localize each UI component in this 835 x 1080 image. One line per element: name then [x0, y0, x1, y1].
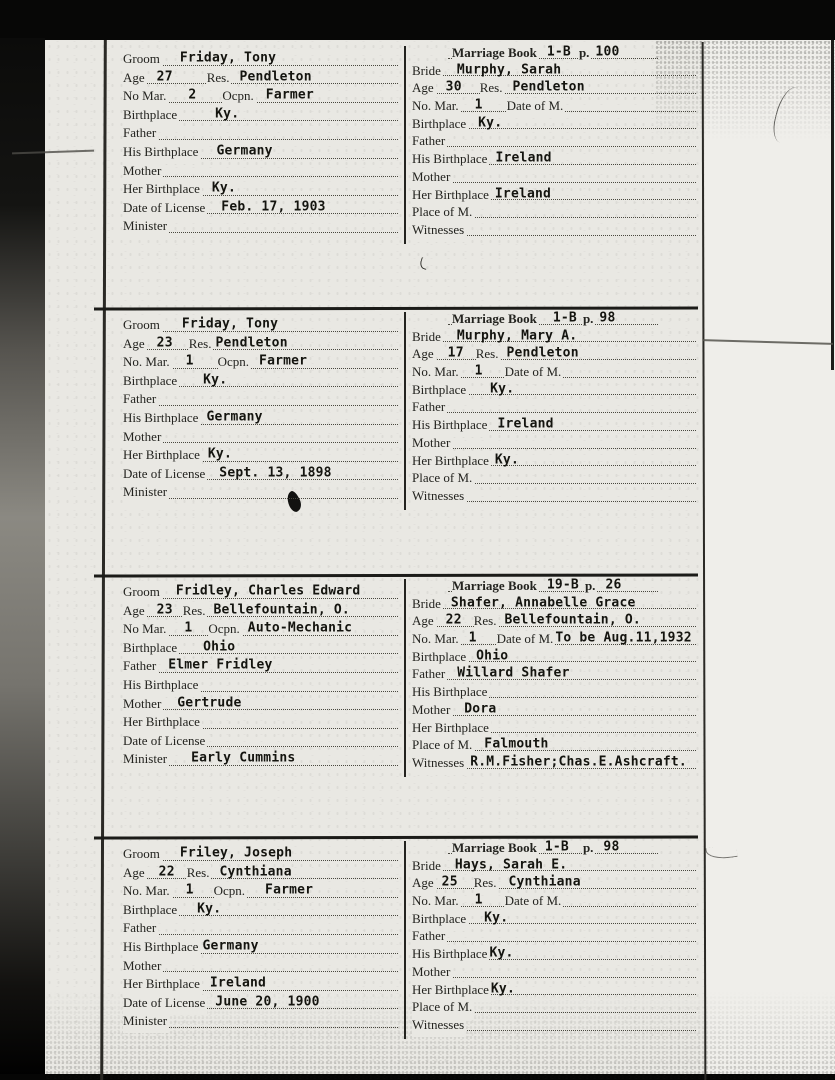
field-value: Germany — [206, 409, 263, 425]
form-row — [123, 657, 400, 676]
form-row — [123, 446, 400, 465]
form-row — [412, 97, 698, 115]
record-card — [123, 577, 698, 779]
field-label: Witnesses — [412, 222, 466, 242]
form-row — [123, 316, 400, 335]
form-row — [412, 221, 698, 239]
field-value: 1-B — [544, 839, 569, 855]
field-label: Her Birthplace — [412, 187, 491, 207]
field-label: His Birthplace — [412, 151, 489, 171]
field-label: Witnesses — [412, 488, 466, 508]
field-value: Ohio — [203, 639, 236, 655]
field-label: Father — [412, 666, 447, 686]
record-card — [123, 44, 698, 246]
field-value: 27 — [156, 69, 173, 85]
form-row — [123, 390, 400, 409]
field-value: Bellefountain, O. — [504, 612, 641, 628]
field-label: Birthplace — [412, 116, 468, 136]
field-value: Falmouth — [484, 736, 549, 752]
form-row — [412, 79, 698, 97]
field-value: 26 — [605, 577, 622, 593]
field-label: Birthplace — [412, 649, 468, 669]
field-label: Age — [412, 346, 436, 366]
field-label: Groom — [123, 584, 162, 604]
field-value: Ky. — [211, 180, 236, 196]
field-value: 19-B — [546, 577, 579, 593]
field-value: 22 — [445, 612, 462, 628]
field-value: Farmer — [265, 87, 314, 103]
field-value: Sept. 13, 1898 — [219, 465, 332, 481]
form-row — [123, 180, 400, 199]
field-label: Mother — [412, 702, 452, 722]
field-label: His Birthplace — [412, 684, 489, 704]
field-label: Marriage Book — [452, 311, 539, 331]
field-label: Birthplace — [412, 911, 468, 931]
field-label: p. — [579, 45, 591, 65]
field-value: 1 — [185, 882, 194, 898]
field-value: 30 — [445, 79, 462, 95]
field-value: Cynthiana — [508, 874, 581, 890]
field-value: To be Aug.11,1932 — [555, 630, 692, 646]
field-label: Mother — [123, 163, 163, 183]
field-label: Her Birthplace — [123, 714, 202, 734]
form-row — [123, 409, 400, 428]
dotted-leader — [412, 941, 696, 942]
field-label: Her Birthplace — [412, 982, 491, 1002]
bride-column — [412, 577, 698, 772]
field-label: Her Birthplace — [412, 453, 491, 473]
field-label: Mother — [412, 169, 452, 189]
field-label: Birthplace — [123, 107, 179, 127]
column-divider-line — [404, 312, 406, 510]
field-label: Age — [412, 80, 436, 100]
field-label: Groom — [123, 846, 162, 866]
field-value: Ky. — [494, 452, 519, 467]
field-label: Res. — [207, 70, 232, 90]
form-row — [123, 975, 400, 994]
form-row — [123, 864, 400, 883]
form-row — [412, 452, 698, 470]
field-value: Shafer, Annabelle Grace — [450, 595, 636, 611]
field-label: His Birthplace — [123, 144, 200, 164]
field-label: Witnesses — [412, 1017, 466, 1037]
field-value: Ky. — [490, 381, 515, 397]
field-label: Father — [412, 133, 447, 153]
field-value: Pendleton — [239, 69, 312, 85]
field-value: Feb. 17, 1903 — [221, 199, 326, 215]
field-value: Pendleton — [506, 345, 579, 361]
field-label: Age — [412, 875, 436, 895]
field-label: Date of License — [123, 995, 207, 1015]
field-value: Ky. — [207, 446, 232, 462]
field-label: Ocpn. — [214, 883, 247, 903]
field-label: Mother — [123, 429, 163, 449]
field-label: No. Mar. — [412, 364, 461, 384]
field-label: Minister — [123, 484, 169, 504]
field-label: Date of License — [123, 200, 207, 220]
dotted-leader — [412, 182, 696, 183]
field-label: Res. — [476, 346, 501, 366]
field-label: Father — [123, 125, 158, 145]
dotted-leader — [123, 442, 398, 443]
field-label: Age — [123, 336, 147, 356]
form-row — [123, 602, 400, 621]
field-label: Mother — [123, 958, 163, 978]
field-label: p. — [583, 840, 595, 860]
groom-column — [123, 50, 400, 236]
form-row — [412, 487, 698, 505]
dotted-leader — [123, 176, 398, 177]
form-row — [412, 150, 698, 168]
field-label: Date of M. — [505, 893, 564, 913]
field-label: No. Mar. — [412, 631, 461, 651]
field-label: p. — [583, 311, 595, 331]
field-label: Marriage Book — [452, 578, 539, 598]
field-label: Mother — [412, 964, 452, 984]
field-label: Ocpn. — [218, 354, 251, 374]
dotted-leader — [123, 139, 398, 140]
field-label: No. Mar. — [123, 883, 172, 903]
form-row — [123, 199, 400, 218]
groom-column — [123, 583, 400, 769]
bride-column — [412, 44, 698, 239]
field-value: Friday, Tony — [179, 50, 277, 66]
field-value: Ky. — [203, 372, 228, 388]
field-label: Birthplace — [412, 382, 468, 402]
column-divider-line — [404, 46, 406, 244]
field-label: Place of M. — [412, 999, 474, 1019]
form-row — [123, 713, 400, 732]
field-value: Auto-Mechanic — [247, 620, 353, 636]
form-row — [412, 203, 698, 221]
dotted-leader — [412, 977, 696, 978]
field-label: Date of M. — [505, 364, 564, 384]
column-divider-line — [404, 579, 406, 777]
form-row — [123, 676, 400, 695]
field-value: Ireland — [497, 416, 554, 432]
field-label: Res. — [189, 336, 214, 356]
field-value: 98 — [603, 839, 620, 855]
form-row — [123, 124, 400, 143]
dotted-leader — [412, 146, 696, 147]
field-value: 1-B — [546, 44, 571, 60]
form-row — [412, 683, 698, 701]
form-row — [412, 857, 698, 875]
field-value: June 20, 1900 — [215, 994, 320, 1010]
field-value: R.M.Fisher;Chas.E.Ashcraft. — [470, 754, 687, 770]
field-value: Farmer — [265, 882, 314, 898]
field-label: Minister — [123, 751, 169, 771]
field-value: Farmer — [259, 353, 308, 369]
form-row — [123, 217, 400, 236]
field-label: Age — [123, 603, 147, 623]
field-label: p. — [585, 578, 597, 598]
form-row — [123, 919, 400, 938]
form-row — [412, 630, 698, 648]
field-value: 17 — [447, 345, 464, 361]
field-value: 1 — [184, 620, 193, 636]
field-value: Germany — [216, 143, 273, 159]
field-label: Groom — [123, 51, 162, 71]
form-row — [123, 750, 400, 769]
form-row — [123, 428, 400, 447]
dotted-leader — [123, 405, 398, 406]
field-value: 1-B — [552, 310, 577, 326]
field-label: Age — [123, 70, 147, 90]
field-label: Ocpn. — [208, 621, 241, 641]
field-value: Hays, Sarah E. — [454, 857, 568, 873]
marriage-book-header — [412, 44, 698, 62]
form-row — [412, 612, 698, 630]
form-row — [412, 186, 698, 204]
form-row — [123, 882, 400, 901]
dotted-leader — [123, 934, 398, 935]
form-row — [412, 754, 698, 772]
field-label: Age — [123, 865, 147, 885]
form-row — [123, 583, 400, 602]
field-label: Her Birthplace — [123, 447, 202, 467]
form-row — [123, 69, 400, 88]
dotted-leader — [412, 412, 696, 413]
field-label: Father — [123, 920, 158, 940]
groom-column — [123, 316, 400, 502]
field-label: His Birthplace — [123, 410, 200, 430]
field-label: Res. — [183, 603, 208, 623]
field-value: Friday, Tony — [181, 316, 279, 332]
field-value: Friley, Joseph — [179, 845, 293, 861]
field-label: No Mar. — [123, 621, 168, 641]
field-value: Ky. — [197, 901, 222, 917]
field-value: Ky. — [484, 910, 509, 926]
form-row — [123, 620, 400, 639]
field-value: Dora — [464, 701, 497, 717]
field-label: Date of License — [123, 466, 207, 486]
field-value: 1 — [474, 97, 483, 113]
form-row — [412, 469, 698, 487]
marriage-book-header — [412, 839, 698, 857]
field-label: Age — [412, 613, 436, 633]
field-label: Birthplace — [123, 373, 179, 393]
field-label: Date of M. — [497, 631, 556, 651]
field-label: Date of License — [123, 733, 207, 753]
form-row — [123, 732, 400, 751]
form-row — [123, 143, 400, 162]
field-label: Marriage Book — [452, 840, 539, 860]
field-value: Elmer Fridley — [168, 657, 273, 673]
field-label: Witnesses — [412, 755, 466, 775]
form-row — [123, 372, 400, 391]
field-value: Pendleton — [512, 79, 585, 95]
form-row — [123, 162, 400, 181]
field-value: 25 — [441, 874, 458, 890]
field-label: Father — [412, 399, 447, 419]
dotted-leader — [412, 715, 696, 716]
field-label: Place of M. — [412, 204, 474, 224]
field-label: Her Birthplace — [412, 720, 491, 740]
field-label: Mother — [123, 696, 163, 716]
field-label: Father — [123, 391, 158, 411]
form-row — [412, 1016, 698, 1034]
marriage-book-header — [412, 310, 698, 328]
form-row — [123, 483, 400, 502]
field-value: 23 — [156, 335, 173, 351]
field-label: Place of M. — [412, 737, 474, 757]
field-label: Birthplace — [123, 640, 179, 660]
form-row — [123, 938, 400, 957]
form-row — [412, 719, 698, 737]
groom-column — [123, 845, 400, 1031]
field-value: Ky. — [478, 115, 503, 131]
field-value: 1 — [185, 353, 194, 369]
field-label: Bride — [412, 596, 443, 616]
form-row — [123, 845, 400, 864]
form-row — [123, 106, 400, 125]
field-value: Murphy, Mary A. — [456, 328, 578, 344]
field-value: 23 — [156, 602, 173, 618]
form-row — [123, 994, 400, 1013]
field-value: Early Cummins — [191, 750, 296, 766]
field-value: Fridley, Charles Edward — [175, 583, 361, 599]
dotted-leader — [123, 971, 398, 972]
field-value: 100 — [595, 44, 620, 60]
bride-column — [412, 839, 698, 1034]
field-label: Place of M. — [412, 470, 474, 490]
form-row — [412, 363, 698, 381]
field-label: Father — [123, 658, 158, 678]
field-value: Gertrude — [177, 695, 242, 711]
field-value: Cynthiana — [219, 864, 292, 880]
field-value: Germany — [202, 938, 259, 954]
field-value: Pendleton — [215, 335, 288, 351]
form-row — [412, 595, 698, 613]
form-row — [123, 901, 400, 920]
field-label: His Birthplace — [123, 939, 200, 959]
field-label: Her Birthplace — [123, 976, 202, 996]
field-value: 2 — [188, 87, 197, 103]
field-label: Res. — [187, 865, 212, 885]
field-label: Ocpn. — [222, 88, 255, 108]
record-card — [123, 310, 698, 512]
field-value: Ky. — [489, 945, 514, 961]
marriage-book-header — [412, 577, 698, 595]
field-label: Res. — [474, 613, 499, 633]
form-row — [412, 345, 698, 363]
field-label: No. Mar. — [123, 354, 172, 374]
field-label: His Birthplace — [412, 946, 489, 966]
field-value: 1 — [474, 892, 483, 908]
form-row — [123, 50, 400, 69]
field-value: Murphy, Sarah — [456, 62, 562, 78]
field-label: Date of M. — [507, 98, 566, 118]
field-value: 1 — [468, 630, 477, 646]
form-row — [412, 892, 698, 910]
field-value: 98 — [599, 310, 616, 326]
form-row — [412, 998, 698, 1016]
field-value: Ky. — [215, 106, 240, 122]
field-value: 22 — [158, 864, 175, 880]
field-label: Bride — [412, 858, 443, 878]
field-value: Ky. — [490, 981, 515, 996]
bride-column — [412, 310, 698, 505]
field-label: Marriage Book — [452, 45, 539, 65]
form-row — [412, 874, 698, 892]
form-row — [412, 736, 698, 754]
form-row — [123, 87, 400, 106]
form-row — [412, 416, 698, 434]
form-row — [123, 353, 400, 372]
field-label: Res. — [474, 875, 499, 895]
field-label: Mother — [412, 435, 452, 455]
field-value: Ohio — [476, 648, 509, 664]
form-row — [123, 957, 400, 976]
field-label: No Mar. — [123, 88, 168, 108]
form-row — [123, 1012, 400, 1031]
field-value: Willard Shafer — [457, 665, 570, 681]
field-label: His Birthplace — [123, 677, 200, 697]
field-label: His Birthplace — [412, 417, 489, 437]
field-label: No. Mar. — [412, 893, 461, 913]
field-label: No. Mar. — [412, 98, 461, 118]
field-label: Bride — [412, 63, 443, 83]
field-label: Res. — [480, 80, 505, 100]
field-label: Birthplace — [123, 902, 179, 922]
form-row — [123, 695, 400, 714]
field-label: Bride — [412, 329, 443, 349]
field-label: Groom — [123, 317, 162, 337]
dotted-leader — [412, 448, 696, 449]
field-value: Ireland — [209, 975, 267, 991]
form-row — [123, 639, 400, 658]
field-label: Her Birthplace — [123, 181, 202, 201]
form-row — [123, 335, 400, 354]
form-row — [412, 981, 698, 999]
field-value: Ireland — [495, 150, 552, 166]
form-row — [123, 465, 400, 484]
field-value: 1 — [474, 363, 483, 379]
column-divider-line — [404, 841, 406, 1039]
field-label: Minister — [123, 1013, 169, 1033]
form-row — [412, 945, 698, 963]
record-card — [123, 839, 698, 1041]
field-value: Ireland — [494, 186, 552, 201]
field-value: Bellefountain, O. — [213, 602, 350, 618]
field-label: Father — [412, 928, 447, 948]
field-label: Minister — [123, 218, 169, 238]
dotted-leader — [123, 709, 398, 710]
